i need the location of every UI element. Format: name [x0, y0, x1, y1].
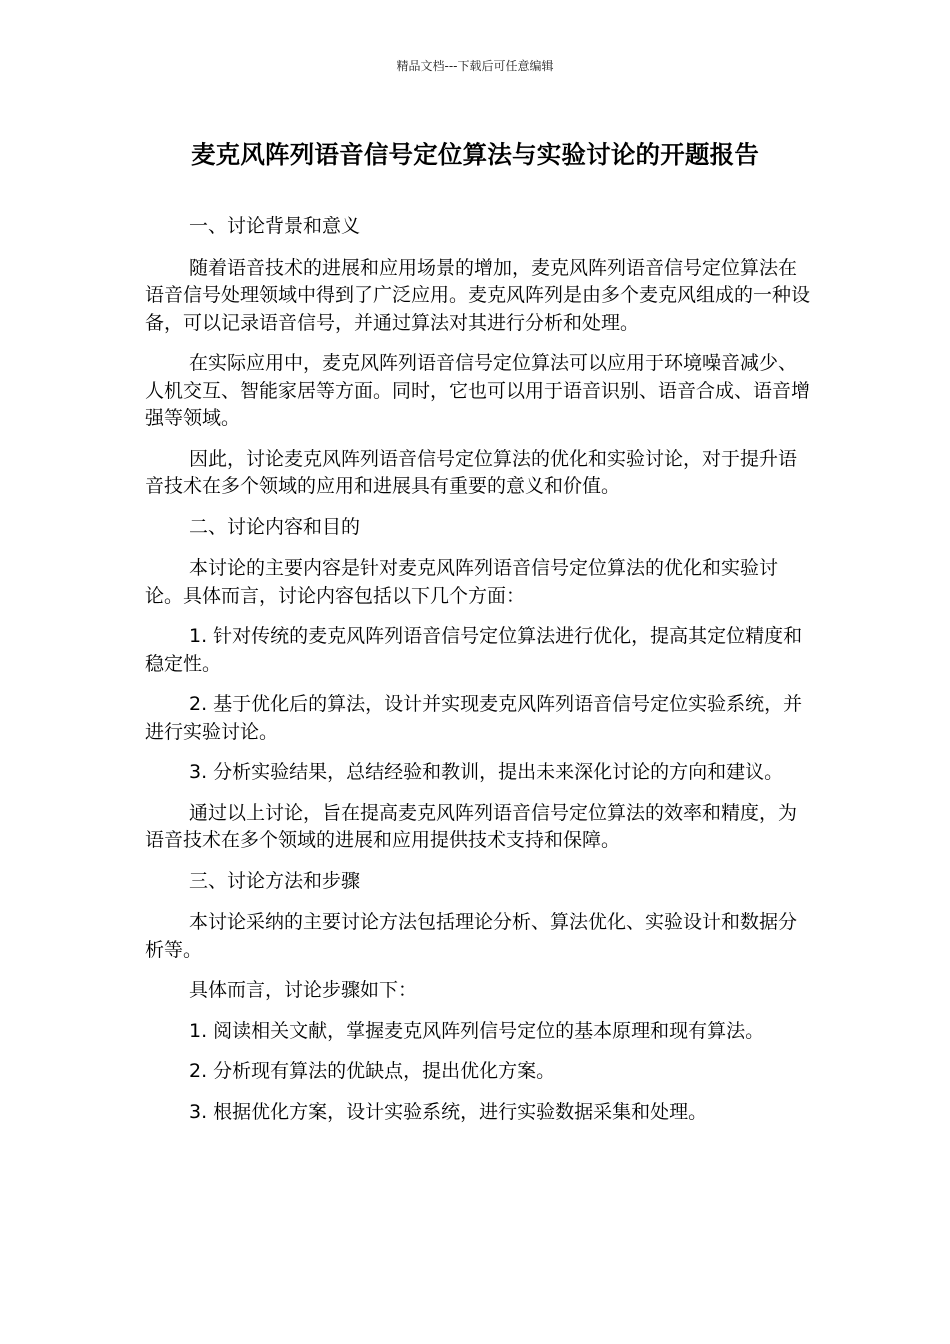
paragraph: 随着语音技术的进展和应用场景的增加，麦克风阵列语音信号定位算法在语音信号处理领域中得到了广泛应用。麦克风阵列是由多个麦克风组成的一种设备，可以记录语音信号，并通过算法对其进行分析和处理。 — [145, 256, 811, 334]
paragraph: 通过以上讨论，旨在提高麦克风阵列语音信号定位算法的效率和精度，为语音技术在多个领域的进展和应用提供技术支持和保障。 — [145, 801, 798, 851]
paragraph: 本讨论的主要内容是针对麦克风阵列语音信号定位算法的优化和实验讨论。具体而言，讨论内容包括以下几个方面： — [145, 557, 779, 607]
section-heading-content: 二、讨论内容和目的 — [189, 515, 361, 538]
document-title: 麦克风阵列语音信号定位算法与实验讨论的开题报告 — [190, 140, 760, 169]
document-body — [145, 213, 810, 1139]
list-item: 2. 基于优化后的算法，设计并实现麦克风阵列语音信号定位实验系统，并进行实验讨论。 — [145, 693, 803, 743]
section-heading-background: 一、讨论背景和意义 — [189, 215, 361, 237]
paragraph: 本讨论采纳的主要讨论方法包括理论分析、算法优化、实验设计和数据分析等。 — [145, 911, 798, 961]
page-header: 精品文档---下载后可任意编辑 — [396, 59, 554, 73]
list-item: 2. 分析现有算法的优缺点，提出优化方案。 — [189, 1060, 556, 1082]
section-heading-method: 三、讨论方法和步骤 — [189, 869, 361, 892]
list-item: 1. 阅读相关文献，掌握麦克风阵列信号定位的基本原理和现有算法。 — [189, 1019, 765, 1042]
paragraph: 在实际应用中，麦克风阵列语音信号定位算法可以应用于环境噪音减少、人机交互、智能家居等方面。同时，它也可以用于语音识别、语音合成、语音增强等领域。 — [145, 352, 811, 429]
list-item: 1. 针对传统的麦克风阵列语音信号定位算法进行优化，提高其定位精度和稳定性。 — [145, 625, 803, 675]
paragraph: 具体而言，讨论步骤如下： — [189, 979, 418, 1001]
paragraph: 因此，讨论麦克风阵列语音信号定位算法的优化和实验讨论，对于提升语音技术在多个领域的应用和进展具有重要的意义和价值。 — [145, 447, 798, 497]
list-item: 3. 根据优化方案，设计实验系统，进行实验数据采集和处理。 — [189, 1100, 708, 1123]
list-item: 3. 分析实验结果，总结经验和教训，提出未来深化讨论的方向和建议。 — [189, 761, 784, 783]
